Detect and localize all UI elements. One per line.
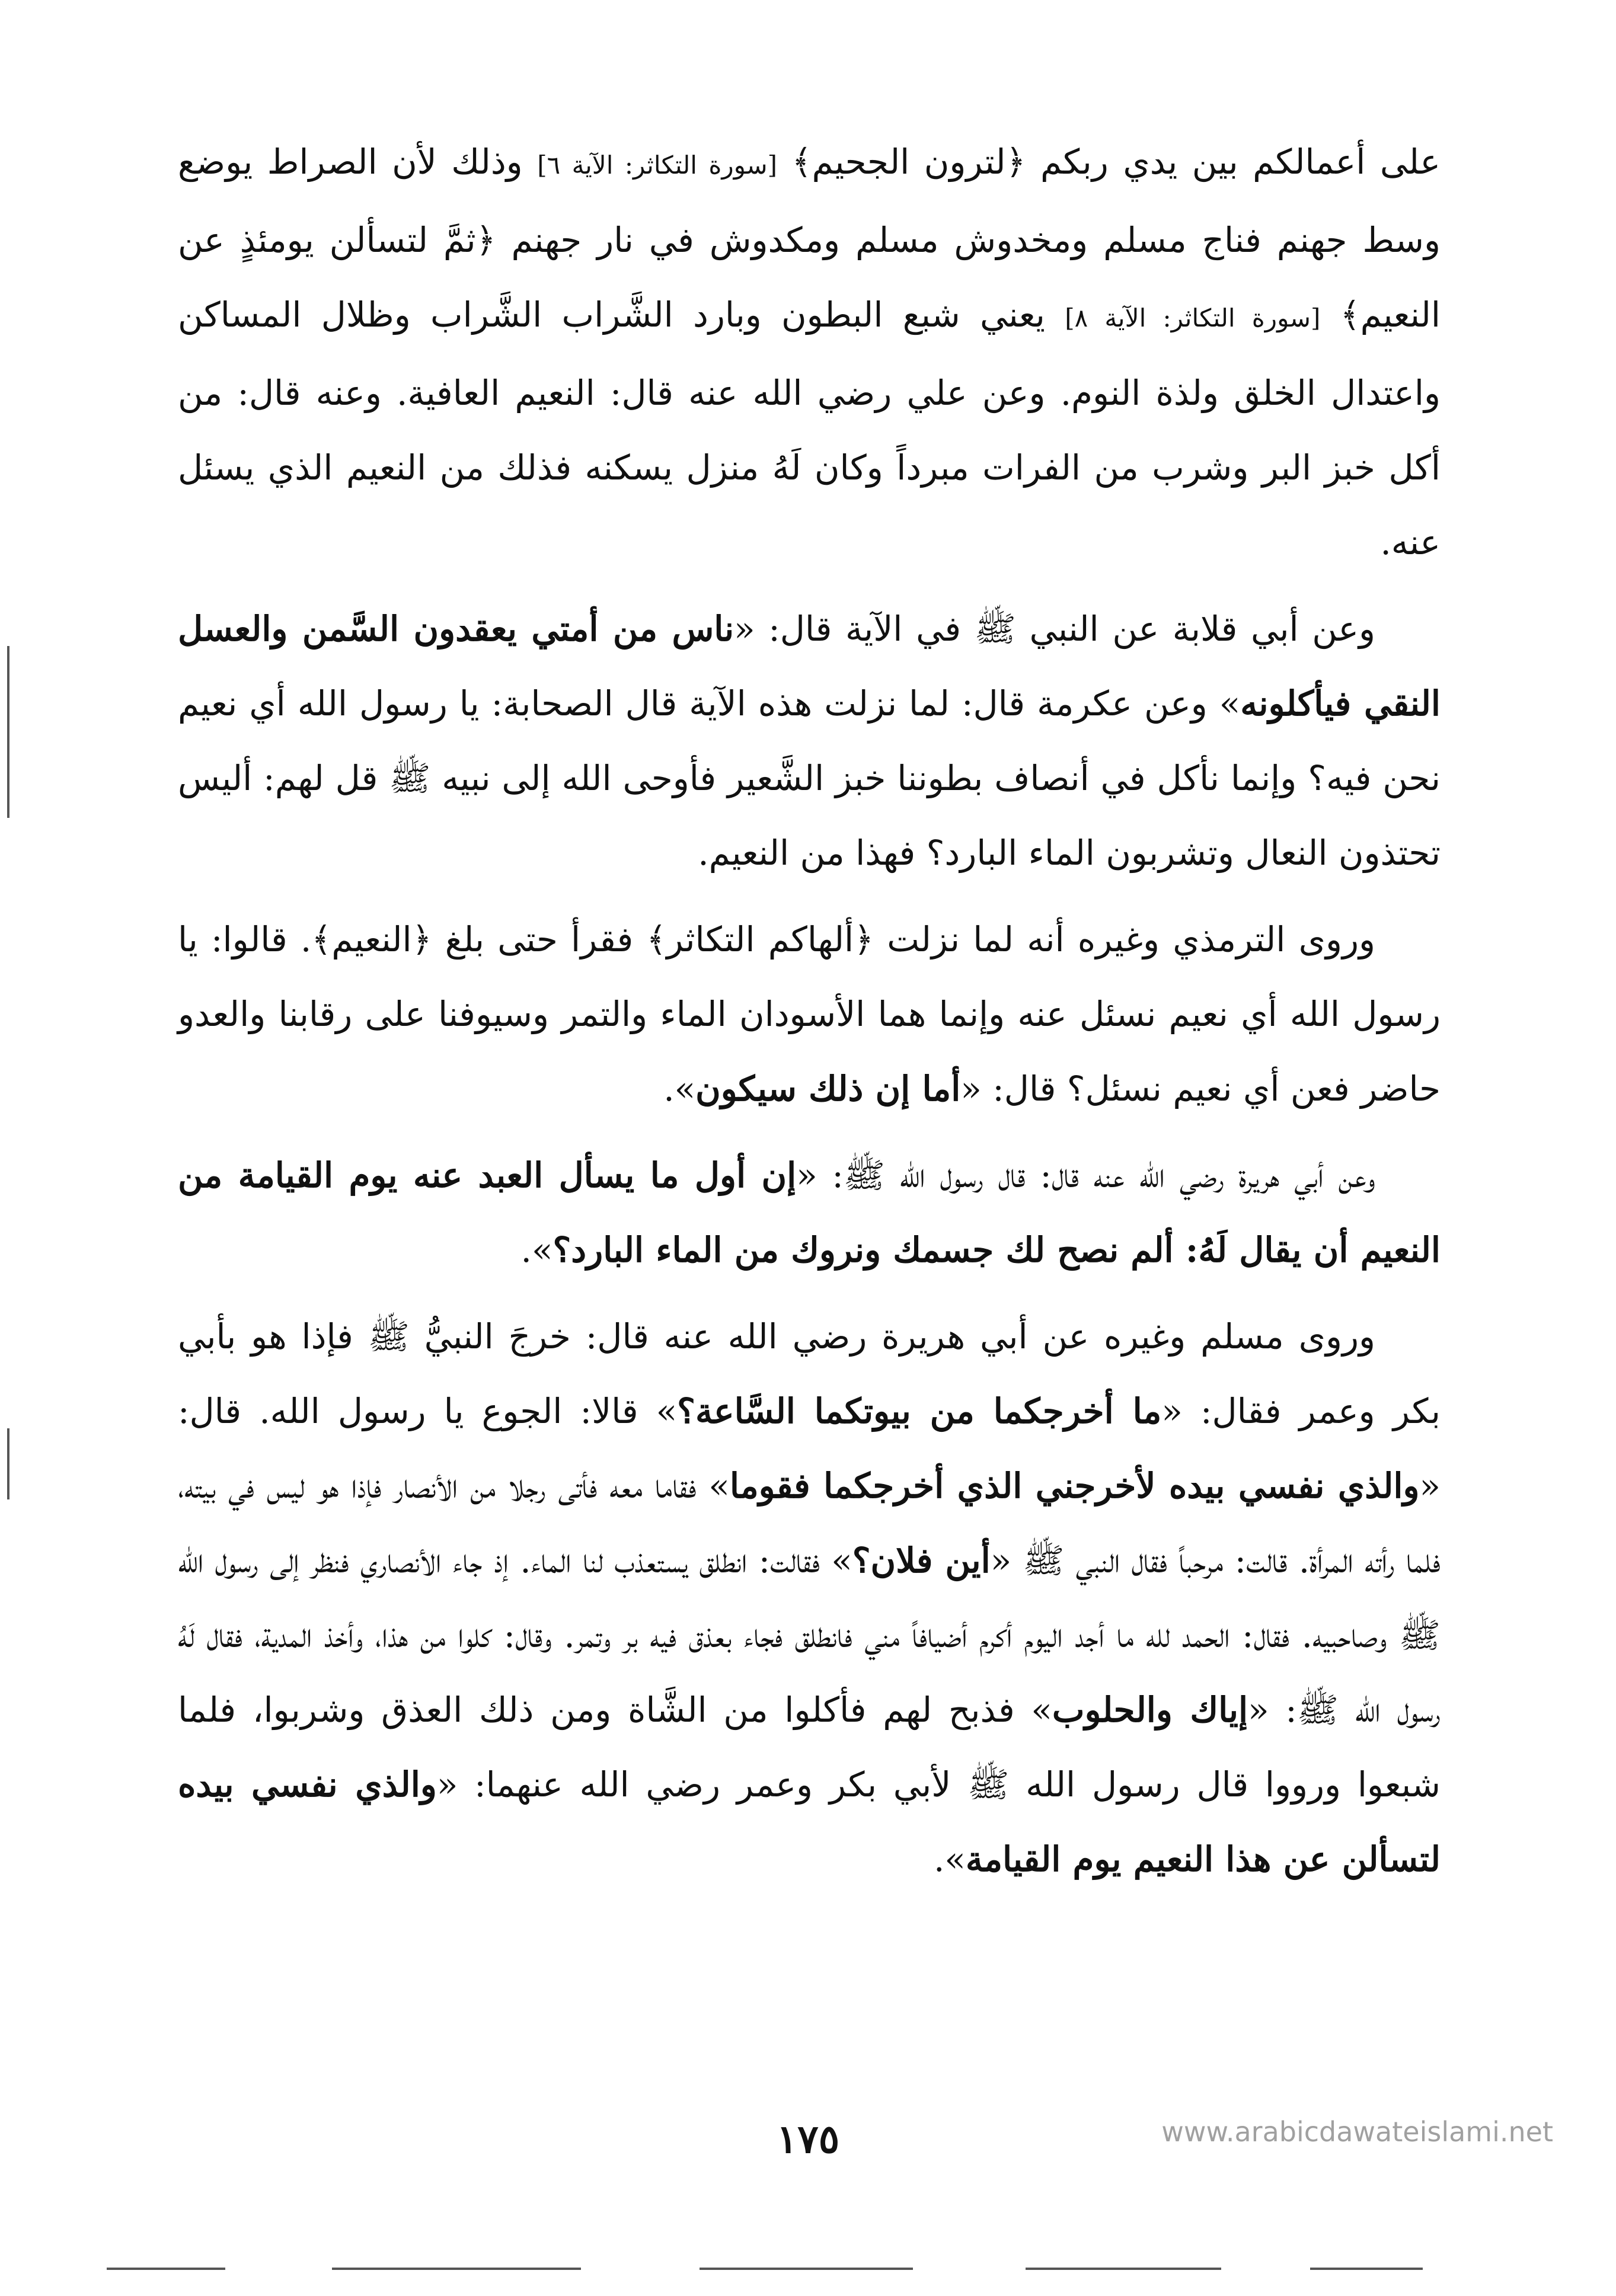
body-text: ».: [520, 1230, 553, 1270]
quote-text: والذي نفسي بيده لأخرجني الذي أخرجكما فقوما: [729, 1466, 1420, 1506]
body-text: وروى الترمذي وغيره أنه لما نزلت ﴿ألهاكم التكاثر﴾ فقرأ حتى بلغ ﴿النعيم﴾. قالوا: يا رسول الله أي نعيم نسئل عنه وإنما هما الأسودان الماء والتمر وسيوفنا على رقابنا والعدو حاضر فعن أي نعيم نسئل؟ قال: «: [178, 919, 1441, 1109]
quote-text: ما أخرجكما من بيوتكما السَّاعة؟: [677, 1391, 1162, 1431]
body-text: » فقالت: انطلق يستعذب لنا الماء. إذ جاء الأنصاري فنظر إلى رسول الله ﷺ وصاحبيه. فقال: الحمد لله ما أجد اليوم أكرم أضيافاً مني فانطلق فجاء بعذق فيه بر وتمر. وقال: كلوا من هذا، وأخذ المدية، فقال لَهُ رسول الله ﷺ: «: [178, 1540, 1441, 1730]
bottom-rule: [1310, 2268, 1423, 2270]
quote-text: والذي نفسي بيده لتسألن عن هذا النعيم يوم القيامة: [178, 1764, 1441, 1879]
page-number: ١٧٥: [776, 2116, 840, 2162]
body-text: » فقاما معه فأتى رجلا من الأنصار فإذا هو ليس في بيته، فلما رأته المرأة. قالت: مرحباً فقال النبي ﷺ «: [178, 1466, 1441, 1581]
quote-text: أما إن ذلك سيكون: [695, 1069, 961, 1109]
body-text: ».: [663, 1069, 696, 1109]
paragraph: [178, 1138, 1441, 1287]
citation-text: [سورة التكاثر: الآية ٨]: [1065, 303, 1321, 332]
body-text: على أعمالكم بين يدي ربكم ﴿لترون الجحيم﴾: [777, 142, 1441, 182]
bottom-rule: [700, 2268, 913, 2270]
body-text: ».: [933, 1839, 966, 1879]
margin-mark: [7, 646, 9, 818]
body-text: وعن أبي هريرة رضي الله عنه قال: قال رسول الله ﷺ: «: [796, 1155, 1375, 1195]
body-text: وذلك لأن الصراط يوضع وسط جهنم فناج مسلم ومخدوش مسلم ومكدوش في نار جهنم ﴿ثمَّ لتسألن يومئذٍ عن النعيم﴾: [178, 142, 1441, 335]
bottom-rule: [107, 2268, 225, 2270]
citation-text: [سورة التكاثر: الآية ٦]: [537, 151, 777, 180]
body-text: » فذبح لهم فأكلوا من الشَّاة ومن ذلك العذق وشربوا، فلما شبعوا ورووا قال رسول الله ﷺ لأبي بكر وعمر رضي الله عنهما: «: [178, 1690, 1441, 1805]
paragraph: [178, 1299, 1441, 1897]
body-text: وعن أبي قلابة عن النبي ﷺ في الآية قال: «: [734, 609, 1376, 649]
quote-text: أين فلان؟: [852, 1540, 991, 1581]
quote-text: إن أول ما يسأل العبد عنه يوم القيامة من النعيم أن يقال لَهُ: ألم نصح لك جسمك ونروك من الماء البارد؟: [178, 1155, 1441, 1270]
body-text: » وعن عكرمة قال: لما نزلت هذه الآية قال الصحابة: يا رسول الله أي نعيم نحن فيه؟ وإنما نأكل في أنصاف بطوننا خبز الشَّعير فأوحى الله إلى نبيه ﷺ قل لهم: أليس تحتذون النعال وتشربون الماء البارد؟ فهذا من النعيم.: [178, 683, 1441, 873]
paragraph: [178, 902, 1441, 1126]
paragraph: [178, 591, 1441, 890]
margin-mark: [7, 1428, 9, 1499]
body-text: وروى مسلم وغيره عن أبي هريرة رضي الله عنه قال: خرجَ النبيُّ ﷺ فإذا هو بأبي بكر وعمر فقال: «: [178, 1316, 1441, 1431]
bottom-rule: [332, 2268, 581, 2270]
paragraph: [178, 124, 1441, 580]
body-text: » قالا: الجوع يا رسول الله. قال: «: [178, 1391, 1441, 1506]
body-text: يعني شبع البطون وبارد الشَّراب الشَّراب وظلال المساكن واعتدال الخلق ولذة النوم. وعن علي رضي الله عنه قال: النعيم العافية. وعنه قال: من أكل خبز البر وشرب من الفرات مبرداً وكان لَهُ منزل يسكنه فذلك من النعيم الذي يسئل عنه.: [178, 295, 1441, 562]
quote-text: ناس من أمتي يعقدون السَّمن والعسل النقي فيأكلونه: [178, 609, 1441, 724]
watermark: www.arabicdawateislami.net: [1161, 2116, 1553, 2148]
bottom-rule: [1026, 2268, 1221, 2270]
quote-text: إياك والحلوب: [1052, 1690, 1248, 1730]
page-text: [178, 124, 1441, 1908]
